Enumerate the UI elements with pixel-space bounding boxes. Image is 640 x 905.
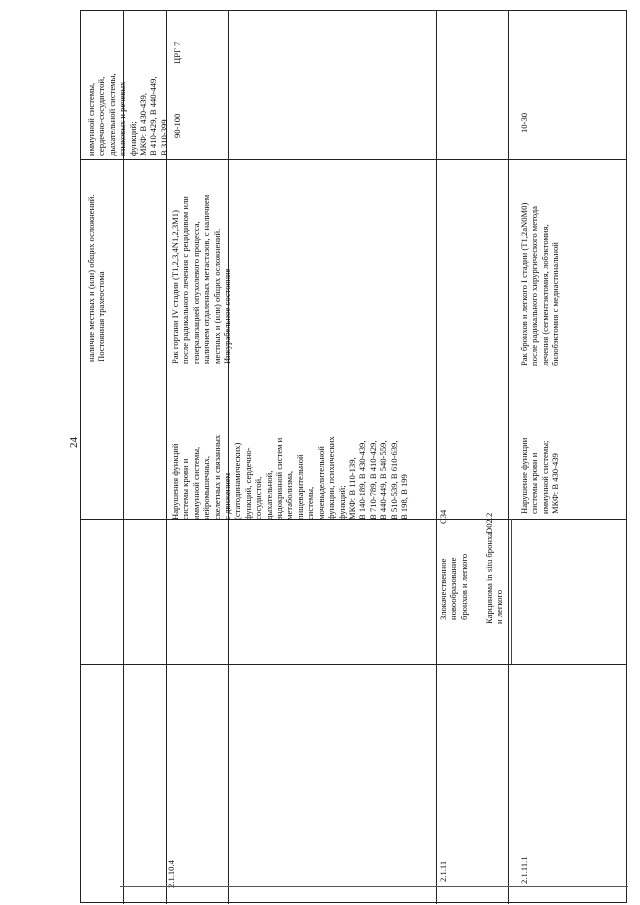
page-number: 24 bbox=[68, 437, 80, 448]
row-2-1-10-4-impairments: Нарушения функций системы крови и иммунной системы, нейромышечных, скелетных и связанных с движением (статодинамических) функций, сердечно- сосудистой, дыхательной, эндокринной систем и метаболизма, пищеварительной системы, мочевыделительной функции, психических функций; МКФ: В 110-139, В 140-189, В 430-439, В 710-789, В 410-429, В 440-449, В 540-559, В 510-539, В 610-639, В 198, В 199 bbox=[170, 434, 409, 520]
column-separator-4 bbox=[436, 11, 437, 904]
disease-row-split bbox=[511, 519, 512, 664]
row-separator-top bbox=[81, 159, 626, 160]
row-2-1-11-1-impairments: Нарушение функции системы крови и иммунной системы; МКФ: В 430-439 bbox=[519, 437, 561, 514]
row-2-1-11-1-clinical-model: Рак бронхов и легкого I стадии (T1,2aN0M0) после радикального хирургического метода лечения (сегментэктомия, лобэктомия, билобэктомия с медиастинальной bbox=[519, 202, 561, 366]
continuation-impairments: иммунной системы, сердечно-сосудистой, дыхательной системы, языковых и речевых функций; МКФ: В 430-439, В 410-429, В 440-449, В 310-399 bbox=[86, 73, 169, 156]
row-2-1-10-4-clinical-model: Рак гортани IV стадии (T1,2,3,4N1,2,3M1) после радикального лечения с рецидивом или генерализацией опухолевого процесса, наличием отдаленных метастазов, с наличием местных и (или) общих осложнений. Инкурабельное состояние bbox=[170, 194, 233, 364]
row-code-2-1-11: 2.1.11 bbox=[438, 860, 448, 882]
row-2-1-10-4-reference: ЦРГ 7 bbox=[172, 41, 182, 64]
page-bottom-edge bbox=[120, 886, 628, 887]
icd-code-d02-2: D02.2 bbox=[484, 512, 494, 534]
disease-name-c34: Злокачественное новообразование бронхов и легкого bbox=[438, 553, 469, 620]
disease-name-d02-2: Карцинома in situ бронха и легкого bbox=[484, 532, 505, 624]
row-separator-bottom bbox=[81, 664, 626, 665]
icd-code-c34: С34 bbox=[438, 509, 448, 524]
row-2-1-10-4-percent: 90-100 bbox=[172, 113, 182, 138]
row-code-2-1-10-4: 2.1.10.4 bbox=[166, 860, 176, 888]
continuation-clinical-model: наличие местных и (или) общих осложнений. Постоянная трахеостома bbox=[86, 194, 107, 362]
row-code-2-1-11-1: 2.1.11.1 bbox=[519, 856, 529, 884]
column-separator-5 bbox=[508, 11, 509, 904]
row-2-1-11-1-percent: 10-30 bbox=[519, 112, 529, 133]
